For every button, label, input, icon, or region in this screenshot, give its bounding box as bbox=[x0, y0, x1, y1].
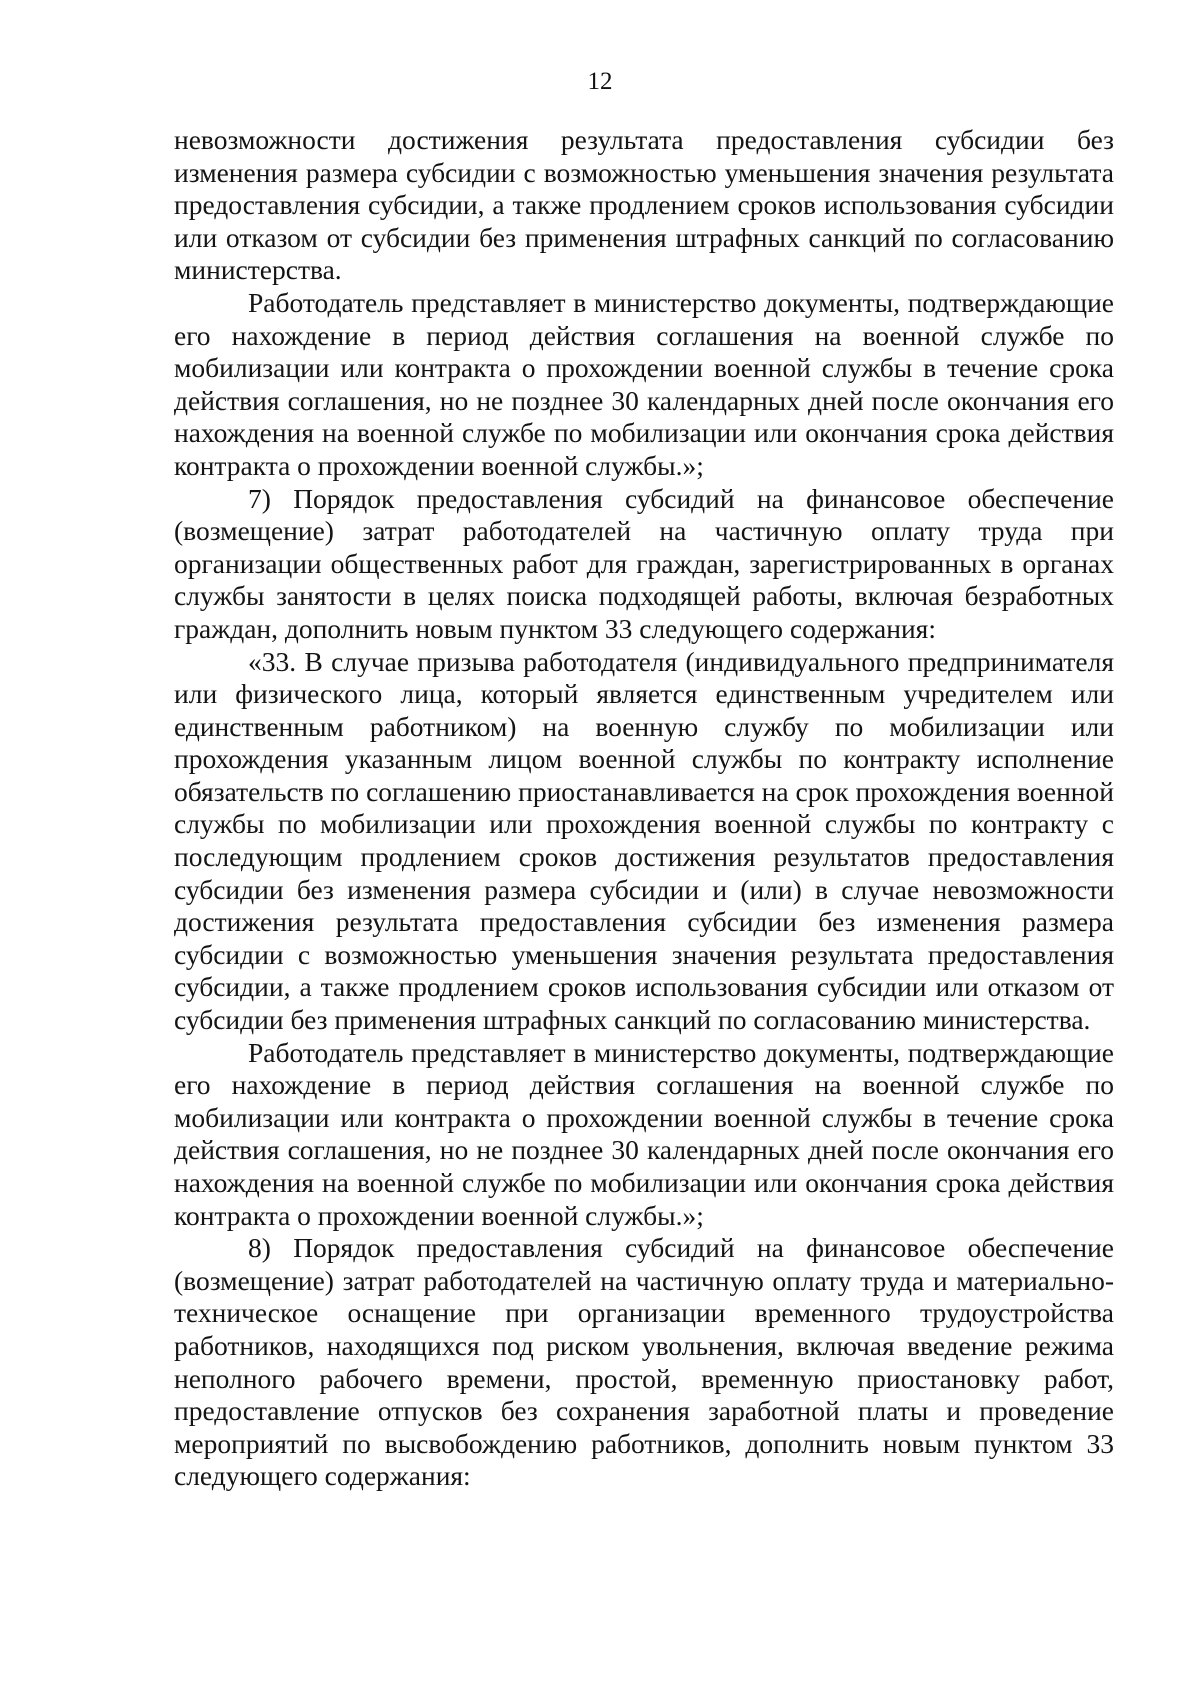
document-body bbox=[174, 124, 1114, 1493]
paragraph-item-8: 8) Порядок предоставления субсидий на финансовое обеспечение (возмещение) затрат работодателей на частичную оплату труда и материально-техническое оснащение при организации временного трудоустройства работников, находящихся под риском увольнения, включая введение режима неполного рабочего времени, простой, временную приостановку работ, предоставление отпусков без сохранения заработной платы и проведение мероприятий по высвобождению работников, дополнить новым пунктом 33 следующего содержания: bbox=[174, 1232, 1114, 1492]
page-number: 12 bbox=[587, 68, 613, 95]
paragraph-employer-documents-2: Работодатель представляет в министерство документы, подтверждающие его нахождение в период действия соглашения на военной службе по мобилизации или контракта о прохождении военной службы в течение срока действия соглашения, но не позднее 30 календарных дней после окончания его нахождения на военной службе по мобилизации или окончания срока действия контракта о прохождении военной службы.»; bbox=[174, 1036, 1114, 1231]
paragraph-item-7: 7) Порядок предоставления субсидий на финансовое обеспечение (возмещение) затрат работодателей на частичную оплату труда при организации общественных работ для граждан, зарегистрированных в органах службы занятости в целях поиска подходящей работы, включая безработных граждан, дополнить новым пунктом 33 следующего содержания: bbox=[174, 482, 1114, 644]
paragraph-continuation: невозможности достижения результата предоставления субсидии без изменения размера субсидии с возможностью уменьшения значения результата предоставления субсидии, а также продлением сроков использования субсидии или отказом от субсидии без применения штрафных санкций по согласованию министерства. bbox=[174, 124, 1114, 286]
paragraph-employer-documents: Работодатель представляет в министерство документы, подтверждающие его нахождение в период действия соглашения на военной службе по мобилизации или контракта о прохождении военной службы в течение срока действия соглашения, но не позднее 30 календарных дней после окончания его нахождения на военной службе по мобилизации или окончания срока действия контракта о прохождении военной службы.»; bbox=[174, 286, 1114, 481]
paragraph-point-33: «33. В случае призыва работодателя (индивидуального предпринимателя или физического лица, который является единственным учредителем или единственным работником) на военную службу по мобилизации или прохождения указанным лицом военной службы по контракту исполнение обязательств по соглашению приостанавливается на срок прохождения военной службы по мобилизации или прохождения военной службы по контракту с последующим продлением сроков достижения результатов предоставления субсидии без изменения размера субсидии и (или) в случае невозможности достижения результата предоставления субсидии без изменения размера субсидии с возможностью уменьшения значения результата предоставления субсидии, а также продлением сроков использования субсидии или отказом от субсидии без применения штрафных санкций по согласованию министерства. bbox=[174, 645, 1114, 1036]
